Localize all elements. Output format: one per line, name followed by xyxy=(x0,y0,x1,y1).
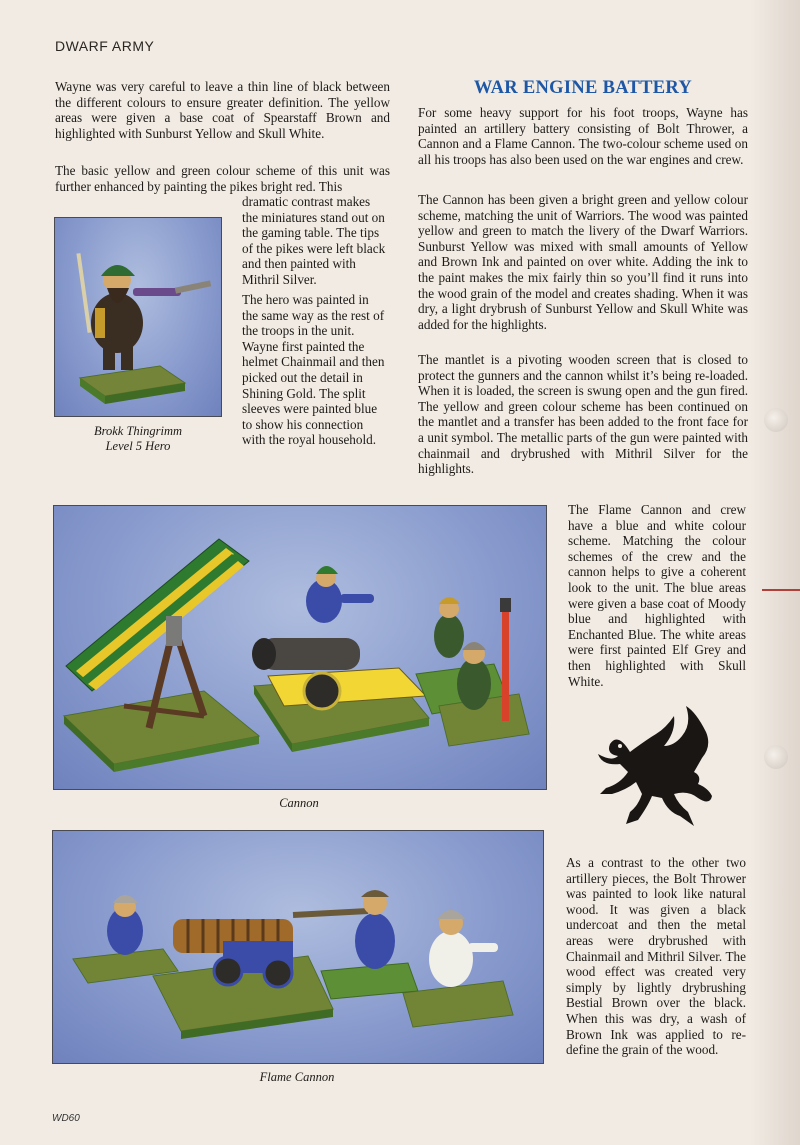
left-paragraph-2: The basic yellow and green colour scheme of this unit was further enhanced by painting the pikes bright red. This xyxy=(55,163,390,194)
flame-cannon-battery-illustration xyxy=(53,831,543,1063)
left-paragraph-2-continued: dramatic contrast makes the miniatures stand out on the gaming table. The tips of the pikes were left black and then painted with Mithril Silver. xyxy=(242,194,386,287)
right-paragraph-2: The Cannon has been given a bright green and yellow colour scheme, matching the unit of Warriors. The wood was painted yellow and green to match the livery of the Dwarf Warriors. Sunburst Yellow was mixed with small amounts of Yellow and Brown Ink and painted on over white. Adding the ink to the paint makes the mix fairly thin so you’ll find it runs into the wood grain of the model and creates shading. When it was dry, a light drybrush of Sunburst Yellow and Skull White was added for the highlights. xyxy=(418,192,748,332)
page-number: WD60 xyxy=(52,1113,80,1124)
right-paragraph-1: For some heavy support for his foot troops, Wayne has painted an artillery battery consisting of Bolt Thrower, a Cannon and a Flame Cannon. The two-colour scheme used on all his troops has also been used on the war engines and crew. xyxy=(418,105,748,167)
left-paragraph-3: The hero was painted in the same way as the rest of the troops in the unit. Wayne first painted the helmet Chainmail and then picked out the detail in Shining Gold. The split sleeves were painted blue to show his connection with the royal household. xyxy=(242,292,385,448)
flame-cannon-photo xyxy=(52,830,544,1064)
hero-photo xyxy=(54,217,222,417)
griffon-emblem xyxy=(590,702,720,830)
hero-caption-level: Level 5 Hero xyxy=(105,439,171,453)
left-paragraph-1: Wayne was very careful to leave a thin line of black between the different colours to ensure greater definition. The yellow areas were given a base coat of Spearstaff Brown and highlighted with Sunburst Yellow and Skull White. xyxy=(55,79,390,141)
section-title: WAR ENGINE BATTERY xyxy=(473,78,693,98)
binder-hole xyxy=(764,745,788,769)
bolt-thrower-paragraph: As a contrast to the other two artillery pieces, the Bolt Thrower was painted to look like natural wood. It was given a black undercoat and then the metal areas were drybrushed with Chainmail and Mithril Silver. The wood effect was created very simply by lightly drybrushing Bestial Brown over the black. When this was dry, a wash of Brown Ink was applied to re-define the grain of the wood. xyxy=(566,855,746,1058)
section-header: DWARF ARMY xyxy=(55,38,155,54)
cannon-caption: Cannon xyxy=(279,796,319,810)
binder-hole xyxy=(764,408,788,432)
cannon-photo xyxy=(53,505,547,790)
hero-miniature-illustration xyxy=(55,218,221,416)
flame-cannon-caption: Flame Cannon xyxy=(259,1070,335,1084)
flame-cannon-paragraph: The Flame Cannon and crew have a blue and white colour scheme. Matching the colour schemes of the crew and the cannon helps to give a coherent look to the unit. The blue areas were given a base coat of Moody blue and highlighted with Enchanted Blue. The white areas were first painted Elf Grey and then highlighted with Skull White. xyxy=(568,502,746,689)
cannon-battery-illustration xyxy=(54,506,546,789)
page-edge-shadow xyxy=(750,0,800,1145)
hero-caption xyxy=(55,424,221,454)
right-paragraph-3: The mantlet is a pivoting wooden screen that is closed to protect the gunners and the cannon whilst it’s being re-loaded. When it is loaded, the screen is swung open and the gun fired. The yellow and green colour scheme has been continued on the mantlet and a transfer has been added to the front face for a unit symbol. The metallic parts of the gun were painted with chainmail and drybrushed with Mithril Silver for the highlights. xyxy=(418,352,748,477)
griffon-icon xyxy=(590,702,720,830)
hero-caption-name: Brokk Thingrimm xyxy=(93,424,183,438)
margin-mark xyxy=(762,589,800,591)
